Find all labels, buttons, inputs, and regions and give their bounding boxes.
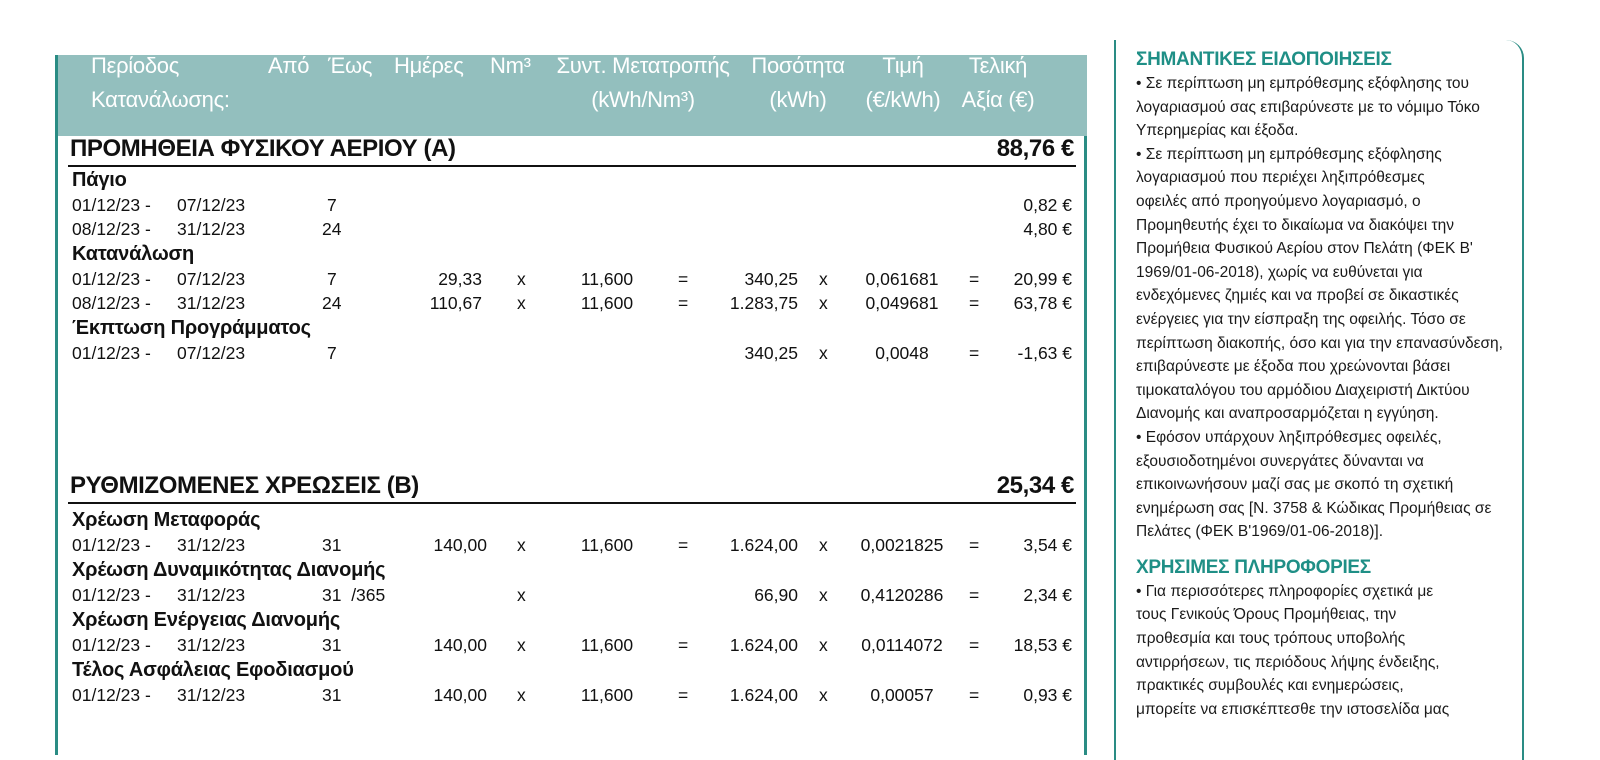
section-b-total: 25,34 €	[996, 472, 1074, 499]
header-days: Ημέρες	[394, 53, 464, 78]
group-label: Έκπτωση Προγράμματος	[72, 317, 311, 339]
table-row: 01/12/23 - 07/12/23 7 340,25 x 0,0048 = -1,63 €	[72, 343, 1072, 363]
section-b-title: ΡΥΘΜΙΖΟΜΕΝΕΣ ΧΡΕΩΣΕΙΣ (Β)	[70, 472, 419, 499]
section-a-title: ΠΡΟΜΗΘΕΙΑ ΦΥΣΙΚΟΥ ΑΕΡΙΟΥ (Α)	[70, 135, 456, 162]
group-label: Κατανάλωση	[72, 243, 195, 265]
table-row: 08/12/23 - 31/12/23 24 4,80 €	[72, 219, 1072, 239]
header-quantity: Ποσότητα	[751, 53, 845, 78]
table-row: 01/12/23 - 31/12/23 31 140,00 x 11,600 = 1.624,00 x 0,0021825 = 3,54 €	[72, 535, 1072, 555]
group-label: Χρέωση Δυναμικότητας Διανομής	[72, 559, 386, 581]
header-conversion: Συντ. Μετατροπής	[556, 53, 730, 78]
header-price: Τιμή	[882, 53, 924, 78]
important-notices-text: • Σε περίπτωση μη εμπρόθεσμης εξόφλησης του λογαριασμού σας επιβαρύνεστε με το νόμιμο Τόκο Υπερημερίας και έξοδα. • Σε περίπτωση μη εμπρόθεσμης εξόφλησης λογαριασμού που περιέχει ληξιπρόθεσμες οφειλές από προηγούμενο λογαριασμό, ο Προμηθευτής έχει το δικαίωμα να διακόψει την Προμήθεια Φυσικού Αερίου στον Πελάτη (ΦΕΚ Β' 1969/01-06-2018), χωρίς να ευθύνεται για ενδεχόμενες ζημιές και να προβεί σε δικαστικές ενέργειες για την είσπραξη της οφειλής. Τόσο σε περίπτωση διακοπής, όσο και για την επανασύνδεση, επιβαρύνεστε με έξοδα που χρεώνονται βάσει τιμοκαταλόγου του αρμόδιου Διαχειριστή Δικτύου Διανομής και αναπροσαρμόζεται η εγγύηση. • Εφόσον υπάρχουν ληξιπρόθεσμες οφειλές, εξουσιοδοτημένοι συνεργάτες δύνανται να επικοινωνήσουν μαζί σας με σκοπό τη σχετική ενημέρωση σας [Ν. 3758 & Κώδικας Προμήθειας σε Πελάτες (ΦΕΚ Β'1969/01-06-2018)].	[1136, 75, 1503, 541]
header-period-2: Κατανάλωσης:	[91, 87, 230, 112]
table-row: 01/12/23 - 07/12/23 7 29,33 x 11,600 = 340,25 x 0,061681 = 20,99 €	[72, 269, 1072, 289]
header-final: Τελική	[968, 53, 1028, 78]
header-to: Έως	[328, 53, 373, 78]
header-nm3: Nm³	[490, 53, 531, 78]
section-a-total: 88,76 €	[996, 135, 1074, 162]
table-row: 01/12/23 - 31/12/23 31 140,00 x 11,600 = 1.624,00 x 0,0114072 = 18,53 €	[72, 635, 1072, 655]
table-header	[58, 55, 1087, 136]
header-conversion-unit: (kWh/Nm³)	[591, 87, 695, 112]
group-label: Χρέωση Μεταφοράς	[72, 509, 261, 531]
header-quantity-unit: (kWh)	[769, 87, 827, 112]
important-notices-title: ΣΗΜΑΝΤΙΚΕΣ ΕΙΔΟΠΟΙΗΣΕΙΣ	[1136, 49, 1392, 70]
notices-content	[1136, 48, 1516, 721]
section-a-header	[68, 135, 1076, 167]
header-period: Περίοδος	[91, 53, 180, 78]
useful-info-text: • Για περισσότερες πληροφορίες σχετικά με τους Γενικούς Όρους Προμήθειας, την προθεσμία και τους τρόπους υποβολής αντιρρήσεων, τις περιόδους λήψης ένδειξης, πρακτικές συμβουλές και ενημερώσεις, μπορείτε να επισκέπτεσθε την ιστοσελίδα μας	[1136, 582, 1450, 718]
table-row: 01/12/23 - 07/12/23 7 0,82 €	[72, 195, 1072, 215]
section-b-header	[68, 472, 1076, 504]
header-final-unit: Αξία (€)	[961, 87, 1035, 112]
table-row: 01/12/23 - 31/12/23 31 140,00 x 11,600 = 1.624,00 x 0,00057 = 0,93 €	[72, 685, 1072, 705]
group-label: Τέλος Ασφάλειας Εφοδιασμού	[72, 659, 354, 681]
header-price-unit: (€/kWh)	[865, 87, 941, 112]
table-row: 08/12/23 - 31/12/23 24 110,67 x 11,600 = 1.283,75 x 0,049681 = 63,78 €	[72, 293, 1072, 313]
useful-info-title: ΧΡΗΣΙΜΕΣ ΠΛΗΡΟΦΟΡΙΕΣ	[1136, 556, 1371, 578]
group-label: Χρέωση Ενέργειας Διανομής	[72, 609, 341, 631]
header-from: Από	[268, 53, 310, 78]
notices-panel	[1114, 40, 1524, 760]
table-row: 01/12/23 - 31/12/23 31 /365 x 66,90 x 0,4120286 = 2,34 €	[72, 585, 1072, 605]
bill-table	[55, 55, 1087, 755]
group-label: Πάγιο	[72, 169, 127, 191]
